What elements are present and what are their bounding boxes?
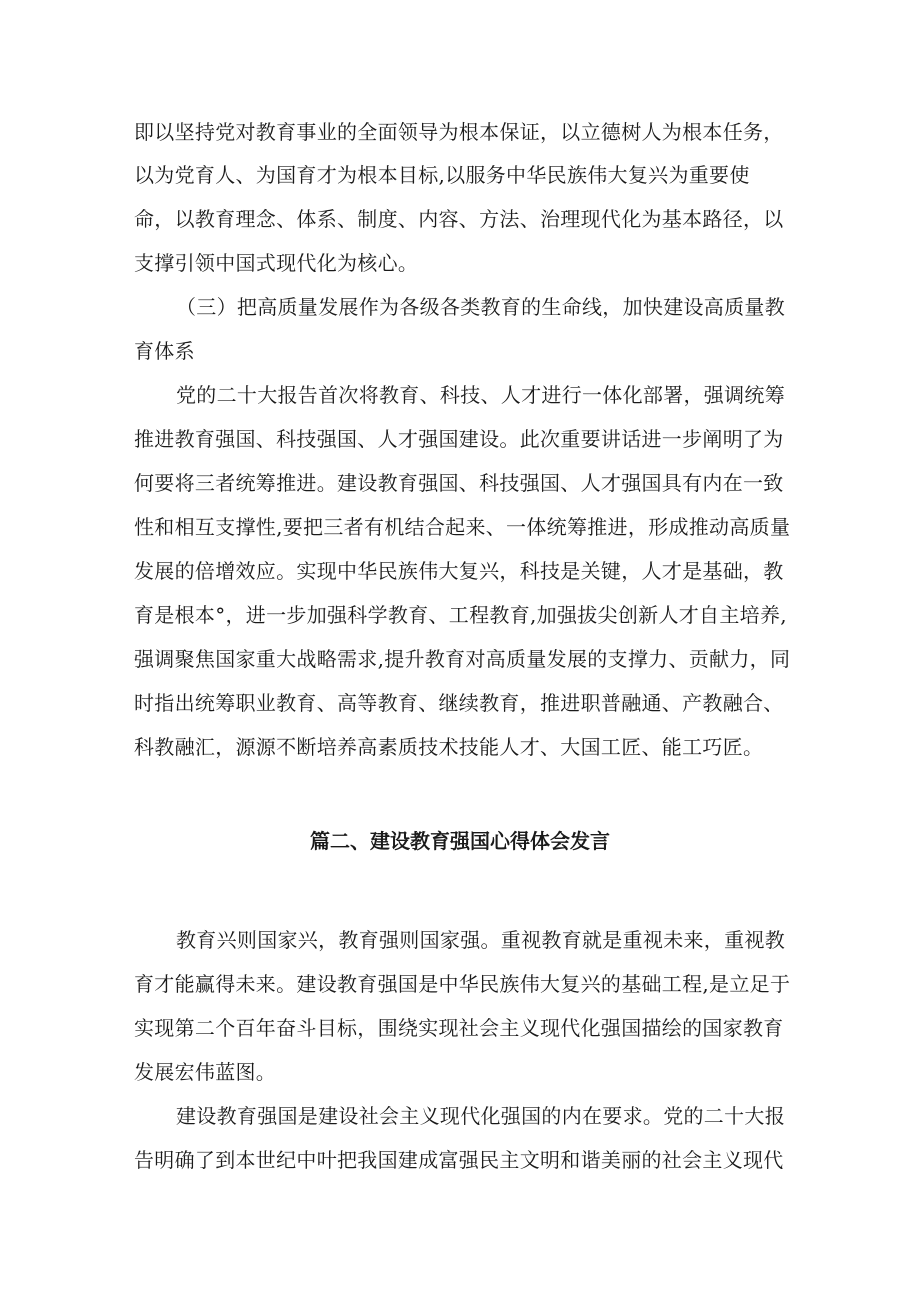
paragraph-line: 建设教育强国是建设社会主义现代化强国的内在要求。党的二十大报 [176,1104,785,1128]
paragraph-line: 推进教育强国、科技强国、人才强国建设。此次重要讲话进一步阐明了为 [134,427,784,451]
paragraph-line: 育是根本°，进一步加强科学教育、工程教育,加强拔尖创新人才自主培养, [134,603,787,627]
paragraph-line: 何要将三者统筹推进。建设教育强国、科技强国、人才强国具有内在一致 [134,471,784,495]
paragraph-line: 以为党育人、为国育才为根本目标,以服务中华民族伟大复兴为重要使 [134,163,750,187]
paragraph-line: 命，以教育理念、体系、制度、内容、方法、治理现代化为基本路径，以 [134,207,784,231]
section-heading-line: 育体系 [134,339,195,363]
paragraph-line: 实现第二个百年奋斗目标，围绕实现社会主义现代化强国描绘的国家教育 [134,1016,784,1040]
paragraph-line: 支撑引领中国式现代化为核心。 [134,251,419,275]
paragraph-line: 科教融汇，源源不断培养高素质技术技能人才、大国工匠、能工巧匠。 [134,735,764,759]
paragraph-line: 即以坚持党对教育事业的全面领导为根本保证，以立德树人为根本任务， [134,120,784,144]
paragraph-line: 强调聚焦国家重大战略需求,提升教育对高质量发展的支撑力、贡献力，同 [134,647,791,671]
paragraph-line: 告明确了到本世纪中叶把我国建成富强民主文明和谐美丽的社会主义现代 [134,1148,784,1172]
section-title: 篇二、建设教育强国心得体会发言 [310,829,610,853]
paragraph-line: 党的二十大报告首次将教育、科技、人才进行一体化部署，强调统筹 [176,383,785,407]
paragraph-line: 教育兴则国家兴，教育强则国家强。重视教育就是重视未来，重视教 [176,928,785,952]
paragraph-line: 时指出统筹职业教育、高等教育、继续教育，推进职普融通、产教融合、 [134,691,784,715]
section-heading-line: （三）把高质量发展作为各级各类教育的生命线，加快建设高质量教 [176,295,785,319]
paragraph-line: 发展宏伟蓝图。 [134,1060,277,1084]
paragraph-line: 性和相互支撑性,要把三者有机结合起来、一体统筹推进，形成推动高质量 [134,515,791,539]
paragraph-line: 育才能赢得未来。建设教育强国是中华民族伟大复兴的基础工程,是立足于 [134,972,791,996]
paragraph-line: 发展的倍增效应。实现中华民族伟大复兴，科技是关键，人才是基础，教 [134,559,784,583]
